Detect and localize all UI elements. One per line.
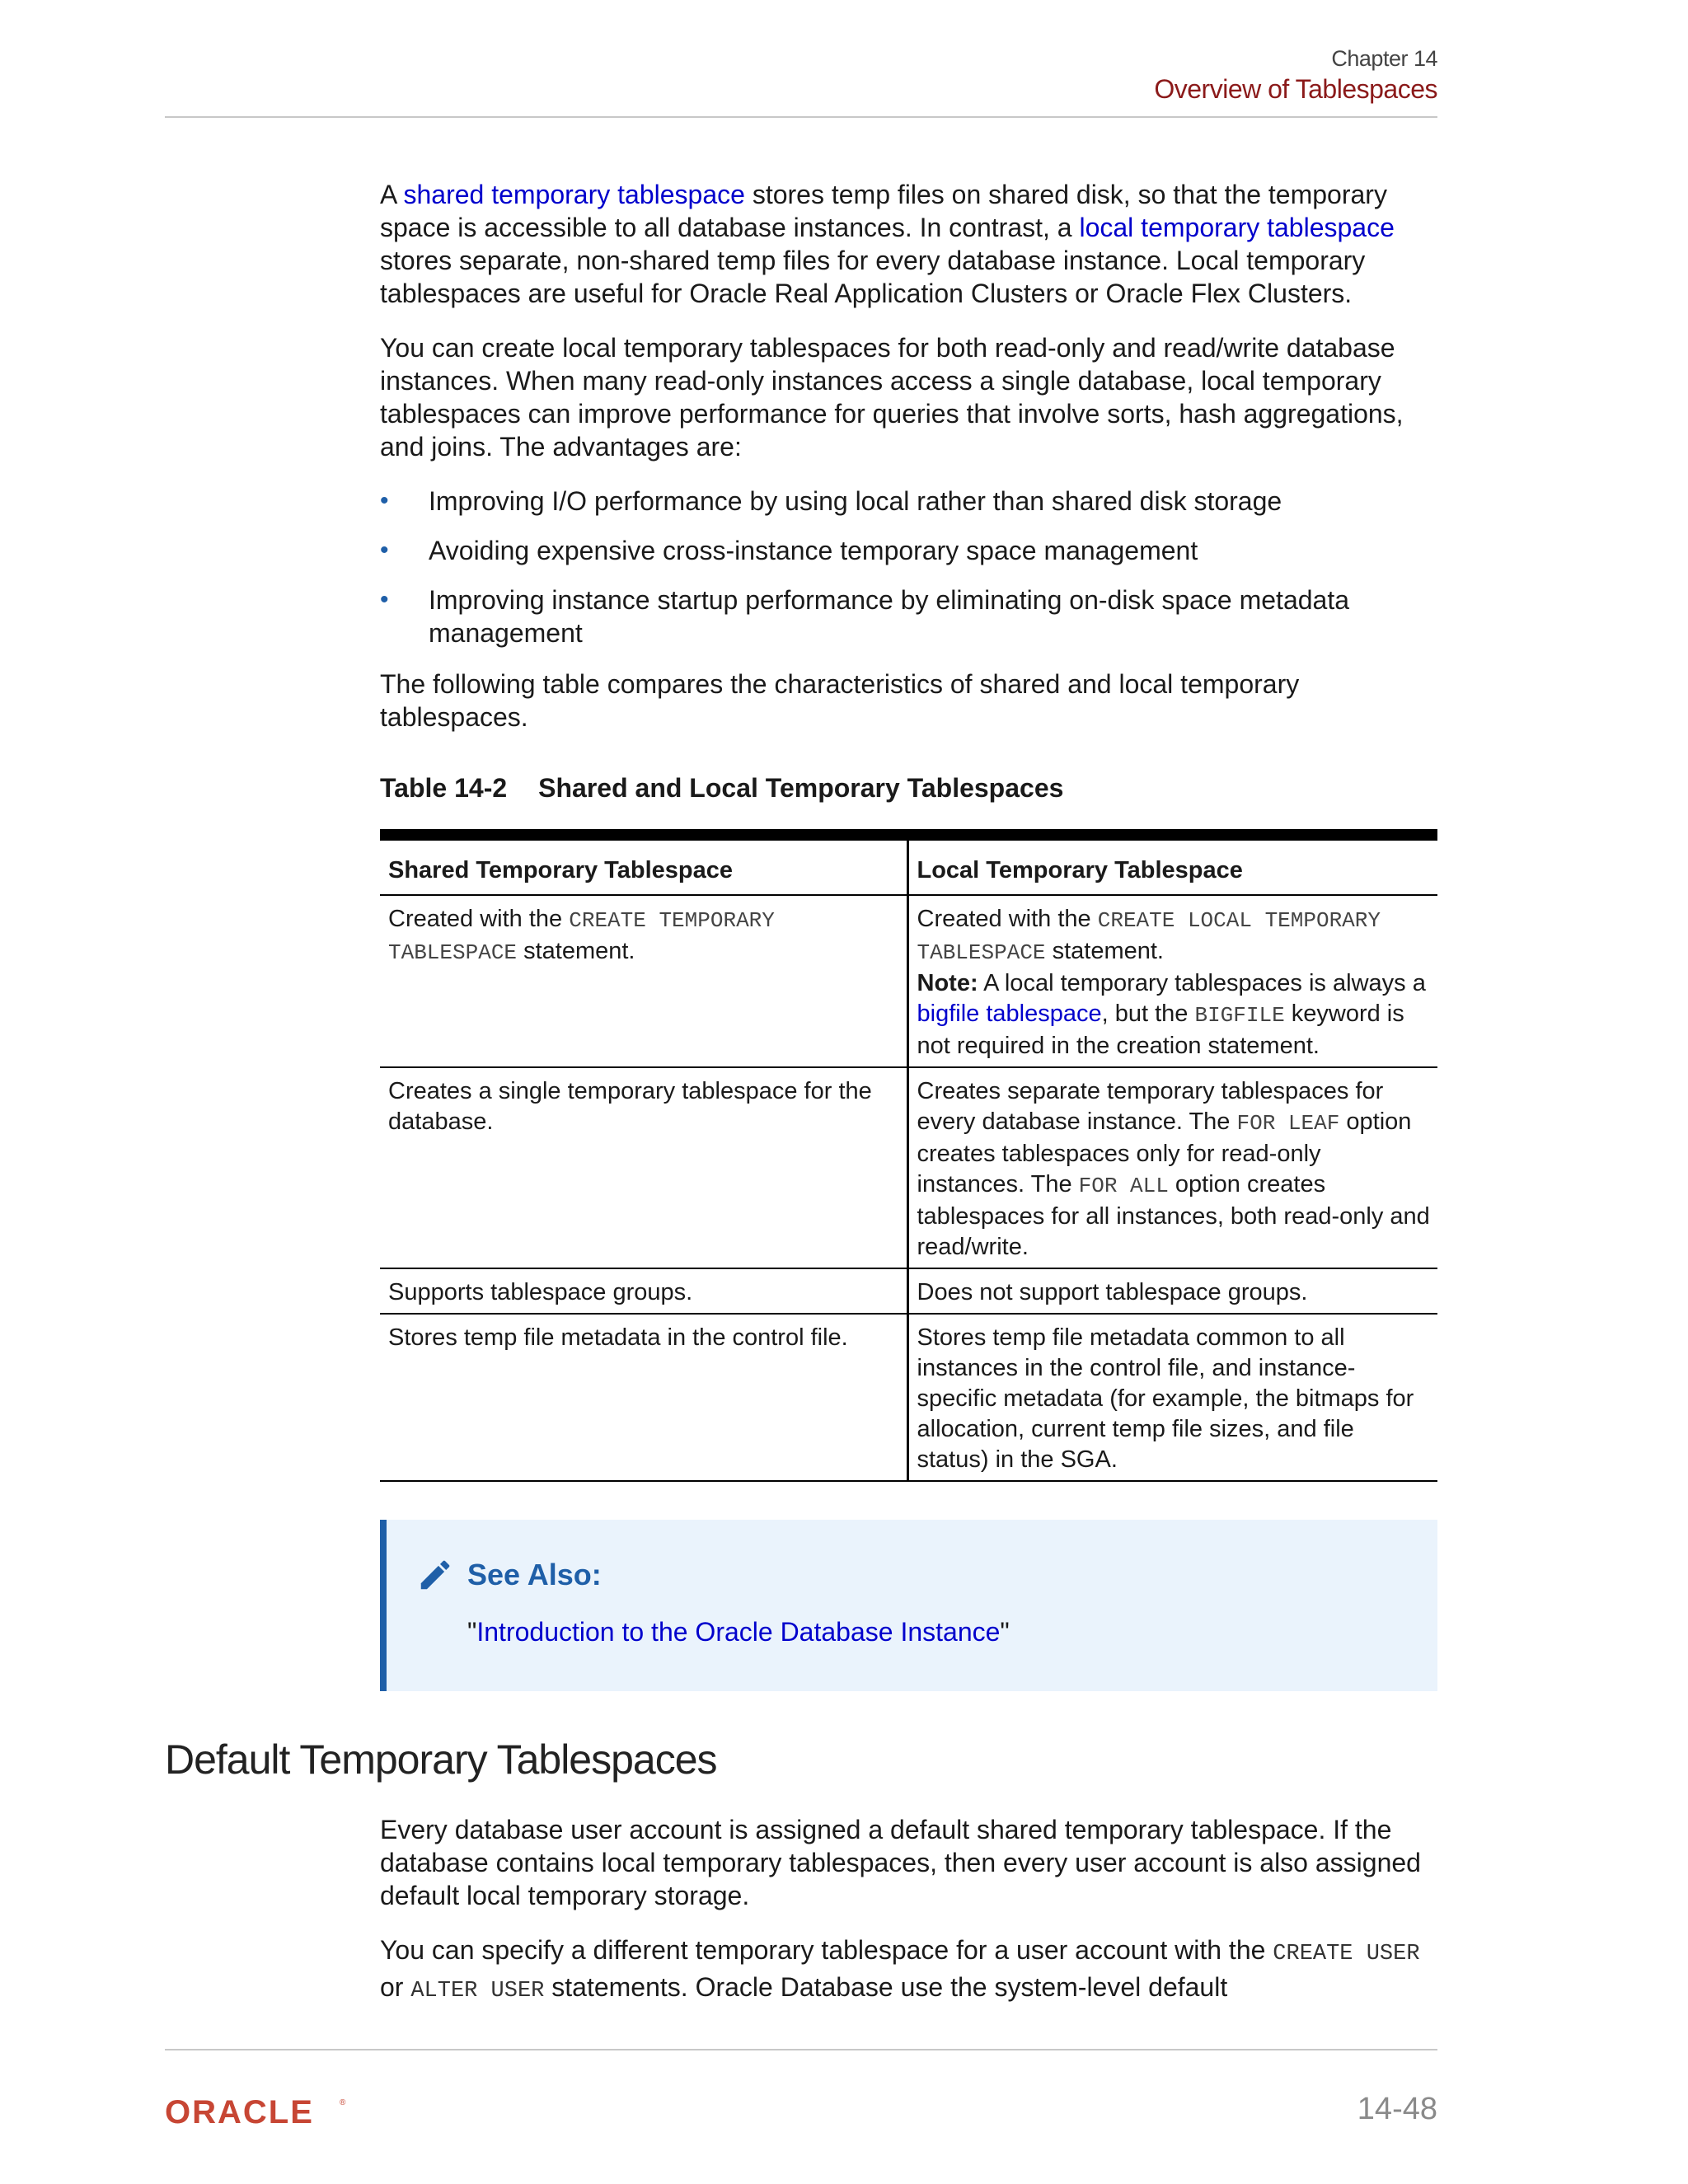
see-also-body — [416, 1615, 1413, 1648]
note-label: Note: — [917, 970, 978, 996]
text: option creates tablespaces for all instances, both read-only and read/write. — [917, 1171, 1430, 1260]
code-text: CREATE LOCAL TEMPORARY TABLESPACE — [917, 908, 1381, 965]
text: stores separate, non-shared temp files for every database instance. Local temporary tablespaces are useful for Oracle Real Application Clusters or Oracle Flex Clusters. — [380, 246, 1366, 308]
code-text: BIGFILE — [1194, 1003, 1285, 1028]
text: Creates separate temporary tablespaces for every database instance. The — [917, 1078, 1384, 1135]
column-header-local: Local Temporary Tablespace — [907, 835, 1437, 895]
oracle-logo-icon — [165, 2093, 354, 2130]
list-item-text: Avoiding expensive cross-instance temporary space management — [429, 536, 1198, 565]
section-paragraph-1: Every database user account is assigned a default shared temporary tablespace. If the database contains local temporary tablespaces, then every user account is also assigned default local temporary storage. — [380, 1815, 1421, 1910]
text: Created with the — [917, 906, 1098, 932]
section-paragraph-2 — [380, 1933, 1437, 2008]
text: , but the — [1101, 1001, 1195, 1027]
table-cell: Stores temp file metadata in the control file. — [380, 1314, 907, 1481]
svg-text:®: ® — [340, 2098, 346, 2107]
main-content — [380, 178, 1437, 1691]
intro-paragraph-1 — [380, 178, 1437, 310]
intro-paragraph-2: You can create local temporary tablespaces for both read-only and read/write database instances. When many read-only instances access a single database, local temporary tablespaces can improve performance for queries that involve sorts, hash aggregations, and joins. The advantages are: — [380, 333, 1404, 462]
table-cell — [907, 1067, 1437, 1268]
text: statement. — [1045, 938, 1164, 964]
pencil-icon — [416, 1556, 454, 1594]
code-text: FOR ALL — [1078, 1174, 1169, 1198]
table-caption — [380, 771, 1437, 804]
table-cell: Does not support tablespace groups. — [907, 1268, 1437, 1314]
table-title: Shared and Local Temporary Tablespaces — [538, 773, 1064, 803]
table-row — [380, 1268, 1437, 1314]
code-text: FOR LEAF — [1236, 1111, 1340, 1136]
oracle-logo-text: ORACLE — [165, 2094, 314, 2130]
text: stores temp files on shared disk, so that the temporary space is accessible to all database instances. In contrast, a — [380, 180, 1387, 242]
bullet-icon: • — [380, 586, 389, 613]
bullet-icon: • — [380, 537, 389, 564]
see-also-heading — [416, 1556, 1413, 1594]
running-header — [165, 45, 1437, 105]
text: A local temporary tablespaces is always a — [978, 970, 1426, 996]
table-row — [380, 1067, 1437, 1268]
advantages-list — [380, 485, 1437, 649]
table-cell — [907, 895, 1437, 1067]
list-item — [380, 485, 1437, 518]
table-cell — [380, 895, 907, 1067]
table-cell: Supports tablespace groups. — [380, 1268, 907, 1314]
section-heading: Default Temporary Tablespaces — [165, 1736, 717, 1783]
page-number: 14-48 — [1357, 2092, 1437, 2126]
bigfile-tablespace-link[interactable]: bigfile tablespace — [917, 1001, 1102, 1027]
text: or — [380, 1972, 411, 2002]
bullet-icon: • — [380, 487, 389, 514]
list-item-text: Improving I/O performance by using local rather than shared disk storage — [429, 486, 1282, 516]
header-divider — [165, 116, 1437, 118]
column-header-shared: Shared Temporary Tablespace — [380, 835, 907, 895]
quote-mark: " — [467, 1617, 477, 1647]
table-row — [380, 895, 1437, 1067]
section-content — [380, 1813, 1437, 2029]
text: Created with the — [388, 906, 570, 932]
table-cell: Stores temp file metadata common to all instances in the control file, and instance-specific metadata (for example, the bitmaps for allocation, current temp file sizes, and file status) in the SGA. — [907, 1314, 1437, 1481]
intro-paragraph-3: The following table compares the characteristics of shared and local temporary tablespaces. — [380, 669, 1300, 732]
chapter-label: Chapter 14 — [1331, 46, 1437, 71]
table-header-row — [380, 835, 1437, 895]
list-item — [380, 583, 1437, 649]
table-number: Table 14-2 — [380, 773, 508, 803]
text: statement. — [517, 938, 635, 964]
text: A — [380, 180, 404, 209]
list-item-text: Improving instance startup performance by eliminating on-disk space metadata management — [429, 585, 1350, 648]
text: statements. Oracle Database use the system-level default — [544, 1972, 1228, 2002]
code-text: ALTER USER — [410, 1979, 545, 2004]
code-text: CREATE USER — [1273, 1942, 1420, 1966]
db-instance-intro-link[interactable]: Introduction to the Oracle Database Instance — [476, 1617, 1001, 1647]
footer-divider — [165, 2049, 1437, 2050]
quote-mark: " — [1000, 1617, 1010, 1647]
text: keyword is not required in the creation statement. — [917, 1001, 1404, 1059]
text: You can specify a different temporary tablespace for a user account with the — [380, 1935, 1273, 1965]
comparison-table — [380, 829, 1437, 1482]
code-text: CREATE TEMPORARY TABLESPACE — [388, 908, 775, 965]
local-temp-tablespace-link[interactable]: local temporary tablespace — [1079, 213, 1395, 242]
shared-temp-tablespace-link[interactable]: shared temporary tablespace — [403, 180, 745, 209]
table-row — [380, 1314, 1437, 1481]
text: option creates tablespaces only for read-only instances. The — [917, 1108, 1412, 1197]
table-cell: Creates a single temporary tablespace for the database. — [380, 1067, 907, 1268]
list-item — [380, 534, 1437, 567]
see-also-title: See Also: — [467, 1558, 602, 1591]
see-also-box — [380, 1520, 1437, 1691]
section-title: Overview of Tablespaces — [1154, 74, 1437, 104]
oracle-logo — [165, 2093, 354, 2134]
